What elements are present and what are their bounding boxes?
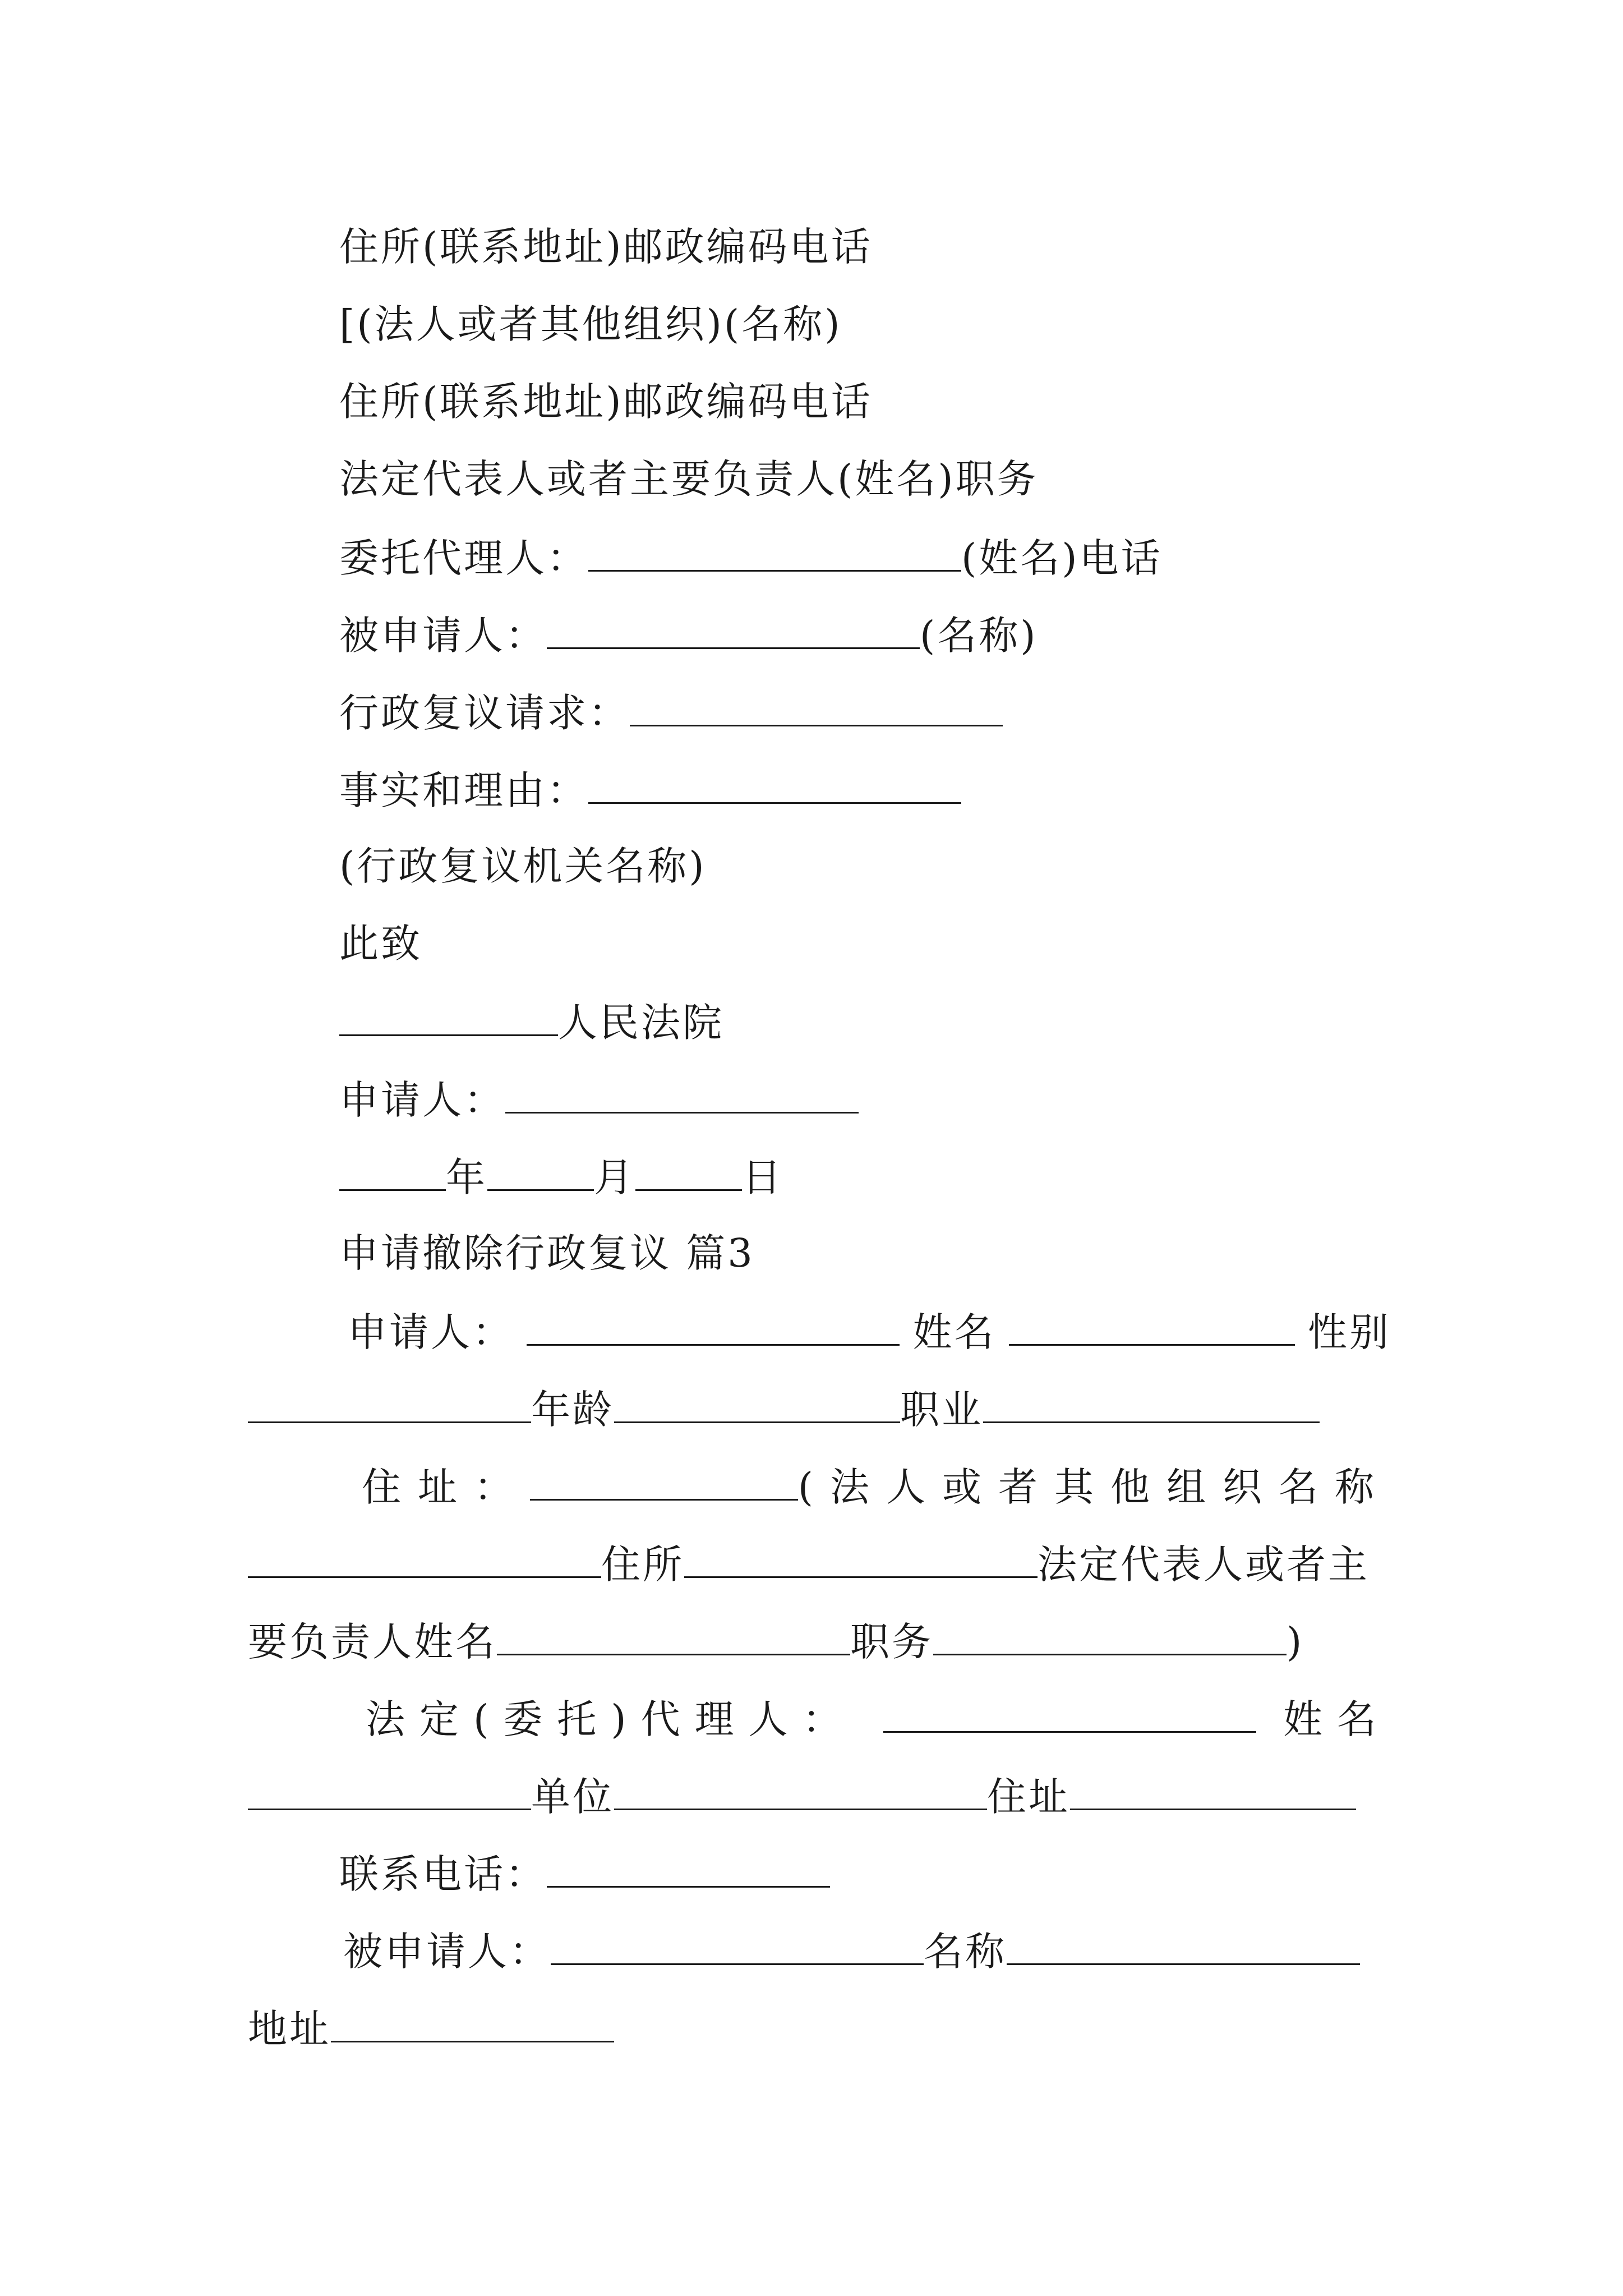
occupation-label: 职业 [900, 1387, 983, 1433]
line-domicile [248, 1536, 1370, 1590]
line-applicant-sign [339, 1071, 859, 1125]
applicant-sign-label: 申请人： [339, 1077, 505, 1123]
court-label: 人民法院 [558, 1000, 724, 1046]
legal-entity-label: [(法人或者其他组织)(名称) [339, 301, 842, 347]
occupation-blank[interactable] [983, 1381, 1320, 1423]
respondent-info-blank[interactable] [551, 1923, 924, 1965]
review-request-label: 行政复议请求： [339, 690, 630, 736]
applicant-blank[interactable] [527, 1304, 900, 1346]
contact-phone-label: 联系电话： [339, 1851, 547, 1897]
respondent-info-label: 被申请人： [343, 1929, 551, 1975]
line-age-occupation [248, 1381, 1320, 1435]
legal-rep-label: 法定代表人或者主 [1038, 1542, 1370, 1588]
line-responsible-person [248, 1613, 1304, 1667]
agent-address-blank[interactable] [1070, 1768, 1356, 1810]
line-agent-unit [248, 1768, 1356, 1822]
name-blank[interactable] [1009, 1304, 1295, 1346]
gender-blank[interactable] [248, 1381, 531, 1423]
contact-phone-blank[interactable] [547, 1846, 830, 1888]
entity-name-blank[interactable] [248, 1536, 601, 1578]
facts-reasons-blank[interactable] [588, 762, 961, 804]
line-review-request [339, 684, 1003, 738]
gender-label: 性别 [1308, 1309, 1391, 1355]
closing-paren: ) [1287, 1619, 1304, 1665]
address-label: 住所(联系地址)邮政编码电话 [339, 224, 873, 270]
age-label: 年龄 [531, 1387, 614, 1433]
agent-name-value-blank[interactable] [248, 1768, 531, 1810]
respondent-name-value-blank[interactable] [1007, 1923, 1360, 1965]
line-respondent-info [343, 1923, 1360, 1977]
day-label: 日 [742, 1154, 783, 1200]
unit-blank[interactable] [614, 1768, 987, 1810]
line-address-2 [339, 375, 873, 429]
domicile-blank[interactable] [684, 1536, 1038, 1578]
review-request-blank[interactable] [630, 684, 1003, 726]
residence-label: 住址： [362, 1464, 530, 1510]
line-salutation [339, 917, 422, 970]
section-heading-text: 申请撤除行政复议 篇3 [339, 1230, 755, 1276]
respondent-label: 被申请人： [339, 613, 547, 659]
respondent-address-blank[interactable] [331, 2000, 614, 2042]
responsible-person-label: 要负责人姓名 [248, 1619, 497, 1665]
line-legal-entity [339, 297, 842, 351]
line-legal-representative [339, 452, 1039, 506]
day-blank[interactable] [635, 1149, 742, 1191]
year-blank[interactable] [339, 1149, 446, 1191]
line-court [339, 994, 724, 1048]
line-address-1 [339, 220, 873, 274]
responsible-name-blank[interactable] [497, 1613, 850, 1655]
agent-address-label: 住址 [987, 1774, 1070, 1820]
year-label: 年 [446, 1154, 487, 1200]
salutation-text: 此致 [339, 921, 422, 967]
line-date [339, 1149, 783, 1203]
line-residence [362, 1458, 1391, 1512]
month-blank[interactable] [487, 1149, 594, 1191]
applicant-sign-blank[interactable] [505, 1071, 859, 1114]
position-blank[interactable] [933, 1613, 1287, 1655]
respondent-name-blank[interactable] [547, 607, 920, 649]
address-label-2: 住所(联系地址)邮政编码电话 [339, 379, 873, 425]
line-respondent-address [248, 2000, 614, 2054]
respondent-suffix: (名称) [920, 613, 1038, 659]
legal-agent-label: 法定(委托)代理人： [366, 1696, 856, 1742]
line-legal-agent [366, 1691, 1391, 1745]
legal-representative-label: 法定代表人或者主要负责人(姓名)职务 [339, 456, 1039, 502]
legal-agent-blank[interactable] [883, 1691, 1256, 1733]
agent-name-blank[interactable] [588, 530, 961, 572]
agent-label: 委托代理人： [339, 535, 588, 581]
applicant-label: 申请人： [348, 1309, 514, 1355]
legal-entity-name-label: (法人或者其他组织名称 [797, 1464, 1391, 1510]
domicile-label: 住所 [601, 1542, 684, 1588]
line-review-authority [339, 839, 707, 893]
review-authority-label: (行政复议机关名称) [339, 843, 707, 889]
section-heading [339, 1226, 755, 1280]
month-label: 月 [594, 1154, 635, 1200]
respondent-name-label: 名称 [924, 1929, 1007, 1975]
name-label: 姓名 [912, 1309, 996, 1355]
line-contact-phone [339, 1846, 830, 1899]
respondent-address-label: 地址 [248, 2006, 331, 2052]
line-facts-reasons [339, 762, 961, 816]
residence-blank[interactable] [530, 1458, 798, 1501]
court-name-blank[interactable] [339, 994, 558, 1036]
line-applicant-info [348, 1304, 1391, 1358]
age-blank[interactable] [614, 1381, 900, 1423]
position-label: 职务 [850, 1619, 933, 1665]
line-respondent [339, 607, 1038, 661]
line-agent [339, 530, 1163, 583]
agent-suffix: (姓名)电话 [961, 535, 1163, 581]
agent-name-label: 姓名 [1283, 1696, 1391, 1742]
unit-label: 单位 [531, 1774, 614, 1820]
facts-reasons-label: 事实和理由： [339, 767, 588, 813]
